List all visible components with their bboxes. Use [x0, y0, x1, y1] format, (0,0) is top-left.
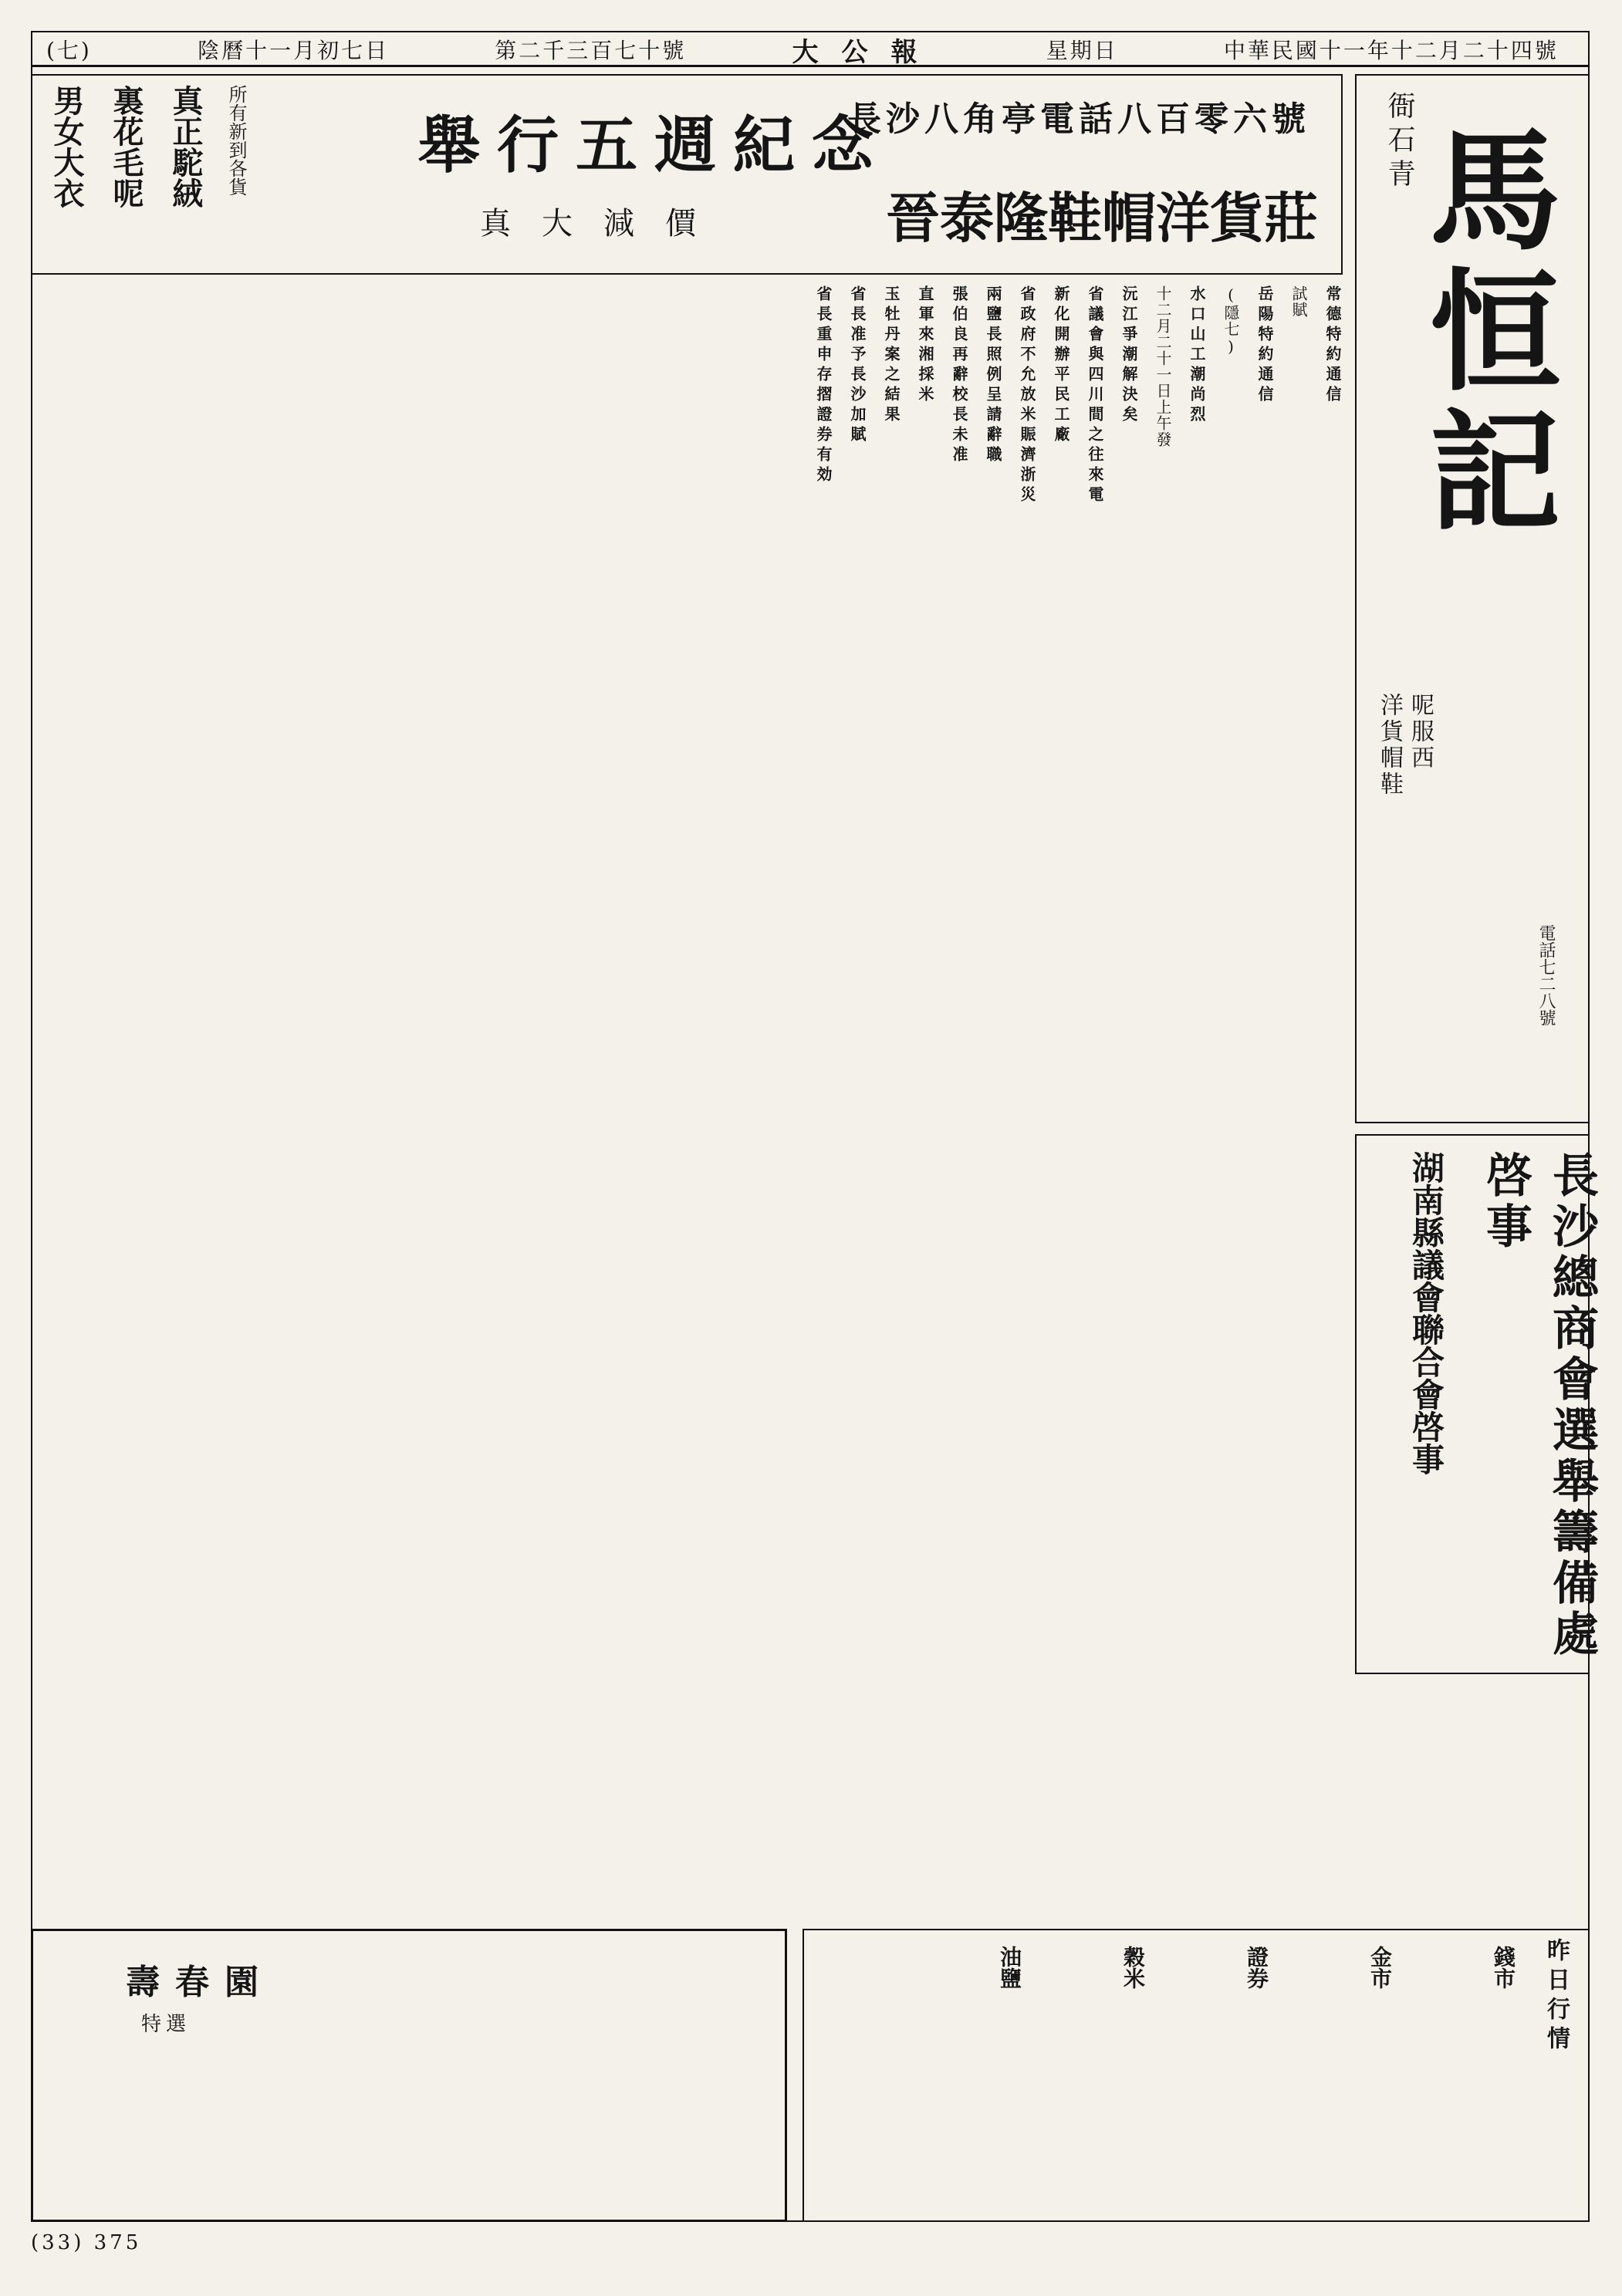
campaign-subtitle: 真大減價: [480, 206, 727, 241]
campaign-title: 舉行五週紀念: [418, 109, 890, 181]
store-title: 晉泰隆鞋帽洋貨莊: [886, 186, 1318, 250]
right-ad-tag1: 衙石青: [1384, 91, 1415, 193]
paper-name: 大公報: [792, 36, 941, 68]
right-ad-tag2: 洋貨帽鞋: [1376, 693, 1403, 798]
market-sections: [994, 1946, 1519, 1989]
article-author-1: 試賦: [1289, 285, 1308, 318]
newspaper-page: [31, 31, 1599, 2254]
right-ad-tag3: 呢服西: [1407, 693, 1434, 772]
bottom-ad-name: 壽春園: [126, 1963, 274, 2002]
banner-side-3: 裏花毛呢: [108, 85, 144, 208]
market-section-2: 金市: [1367, 1946, 1393, 1989]
article-title-1: 常德特約通信: [1323, 285, 1342, 406]
lunar-date: 陰曆十一月初七日: [198, 38, 390, 63]
banner-side-2: 真正駝絨: [167, 85, 204, 208]
masthead: [46, 35, 1559, 68]
right-ad: [1355, 74, 1590, 1123]
bottom-ad: [31, 1929, 787, 2222]
article-title-10: 直軍來湘採米: [916, 285, 934, 406]
bottom-ad-sub: 特選: [141, 2013, 191, 2036]
article-title-5: 省議會與四川間之往來電: [1086, 285, 1104, 506]
article-title-6: 新化開辦平民工廠: [1052, 285, 1070, 446]
article-title-13: 省長重申存摺證券有効: [814, 285, 833, 486]
market-section-1: 錢市: [1491, 1946, 1516, 1989]
article-author-2: (隱七): [1222, 285, 1240, 356]
article-title-7: 省政府不允放米賑濟浙災: [1018, 285, 1036, 506]
market-title: 昨日行情: [1543, 1938, 1570, 2055]
date-line: 中華民國十一年十二月二十四號: [1223, 38, 1559, 63]
article-dateline-3: 十二月二十一日上午發: [1154, 285, 1172, 447]
right-notices: [1355, 1134, 1599, 1674]
article-title-9: 張伯良再辭校長未准: [950, 285, 968, 466]
page-number: (七): [46, 38, 92, 63]
article-title-11: 玉牡丹案之結果: [882, 285, 901, 426]
market-section-5: 油鹽: [997, 1946, 1022, 1989]
banner-side-4: 男女大衣: [49, 85, 85, 208]
weekday: 星期日: [1046, 38, 1118, 63]
article-title-4: 沅江爭潮解決矣: [1120, 285, 1138, 426]
article-title-3: 水口山工潮尚烈: [1188, 285, 1206, 426]
store-phone: 長沙八角亭電話八百零六號: [847, 100, 1310, 139]
top-banner-ad: [31, 74, 1343, 275]
article-title-12: 省長准予長沙加賦: [848, 285, 867, 446]
market-section-4: 穀米: [1120, 1946, 1146, 1989]
main-articles: [31, 285, 1343, 1906]
footer-ref: (33) 375: [31, 2231, 142, 2254]
banner-side-items: [45, 85, 250, 262]
issue-number: 第二千三百七十號: [495, 38, 687, 63]
market-box: [803, 1929, 1590, 2222]
article-title-8: 兩鹽長照例呈請辭職: [984, 285, 1002, 466]
notice-title: 湖南縣議會聯合會啓事: [1407, 1151, 1445, 1475]
article-title-2: 岳陽特約通信: [1255, 285, 1274, 406]
market-section-3: 證券: [1244, 1946, 1269, 1989]
notice-headline: 長沙總商會選舉籌備處啓事: [1478, 1151, 1599, 1660]
right-ad-company: 馬恒記: [1407, 122, 1561, 543]
banner-side-1: 所有新到各貨: [225, 85, 247, 196]
right-ad-phone: 電話七二八號: [1536, 924, 1556, 1026]
